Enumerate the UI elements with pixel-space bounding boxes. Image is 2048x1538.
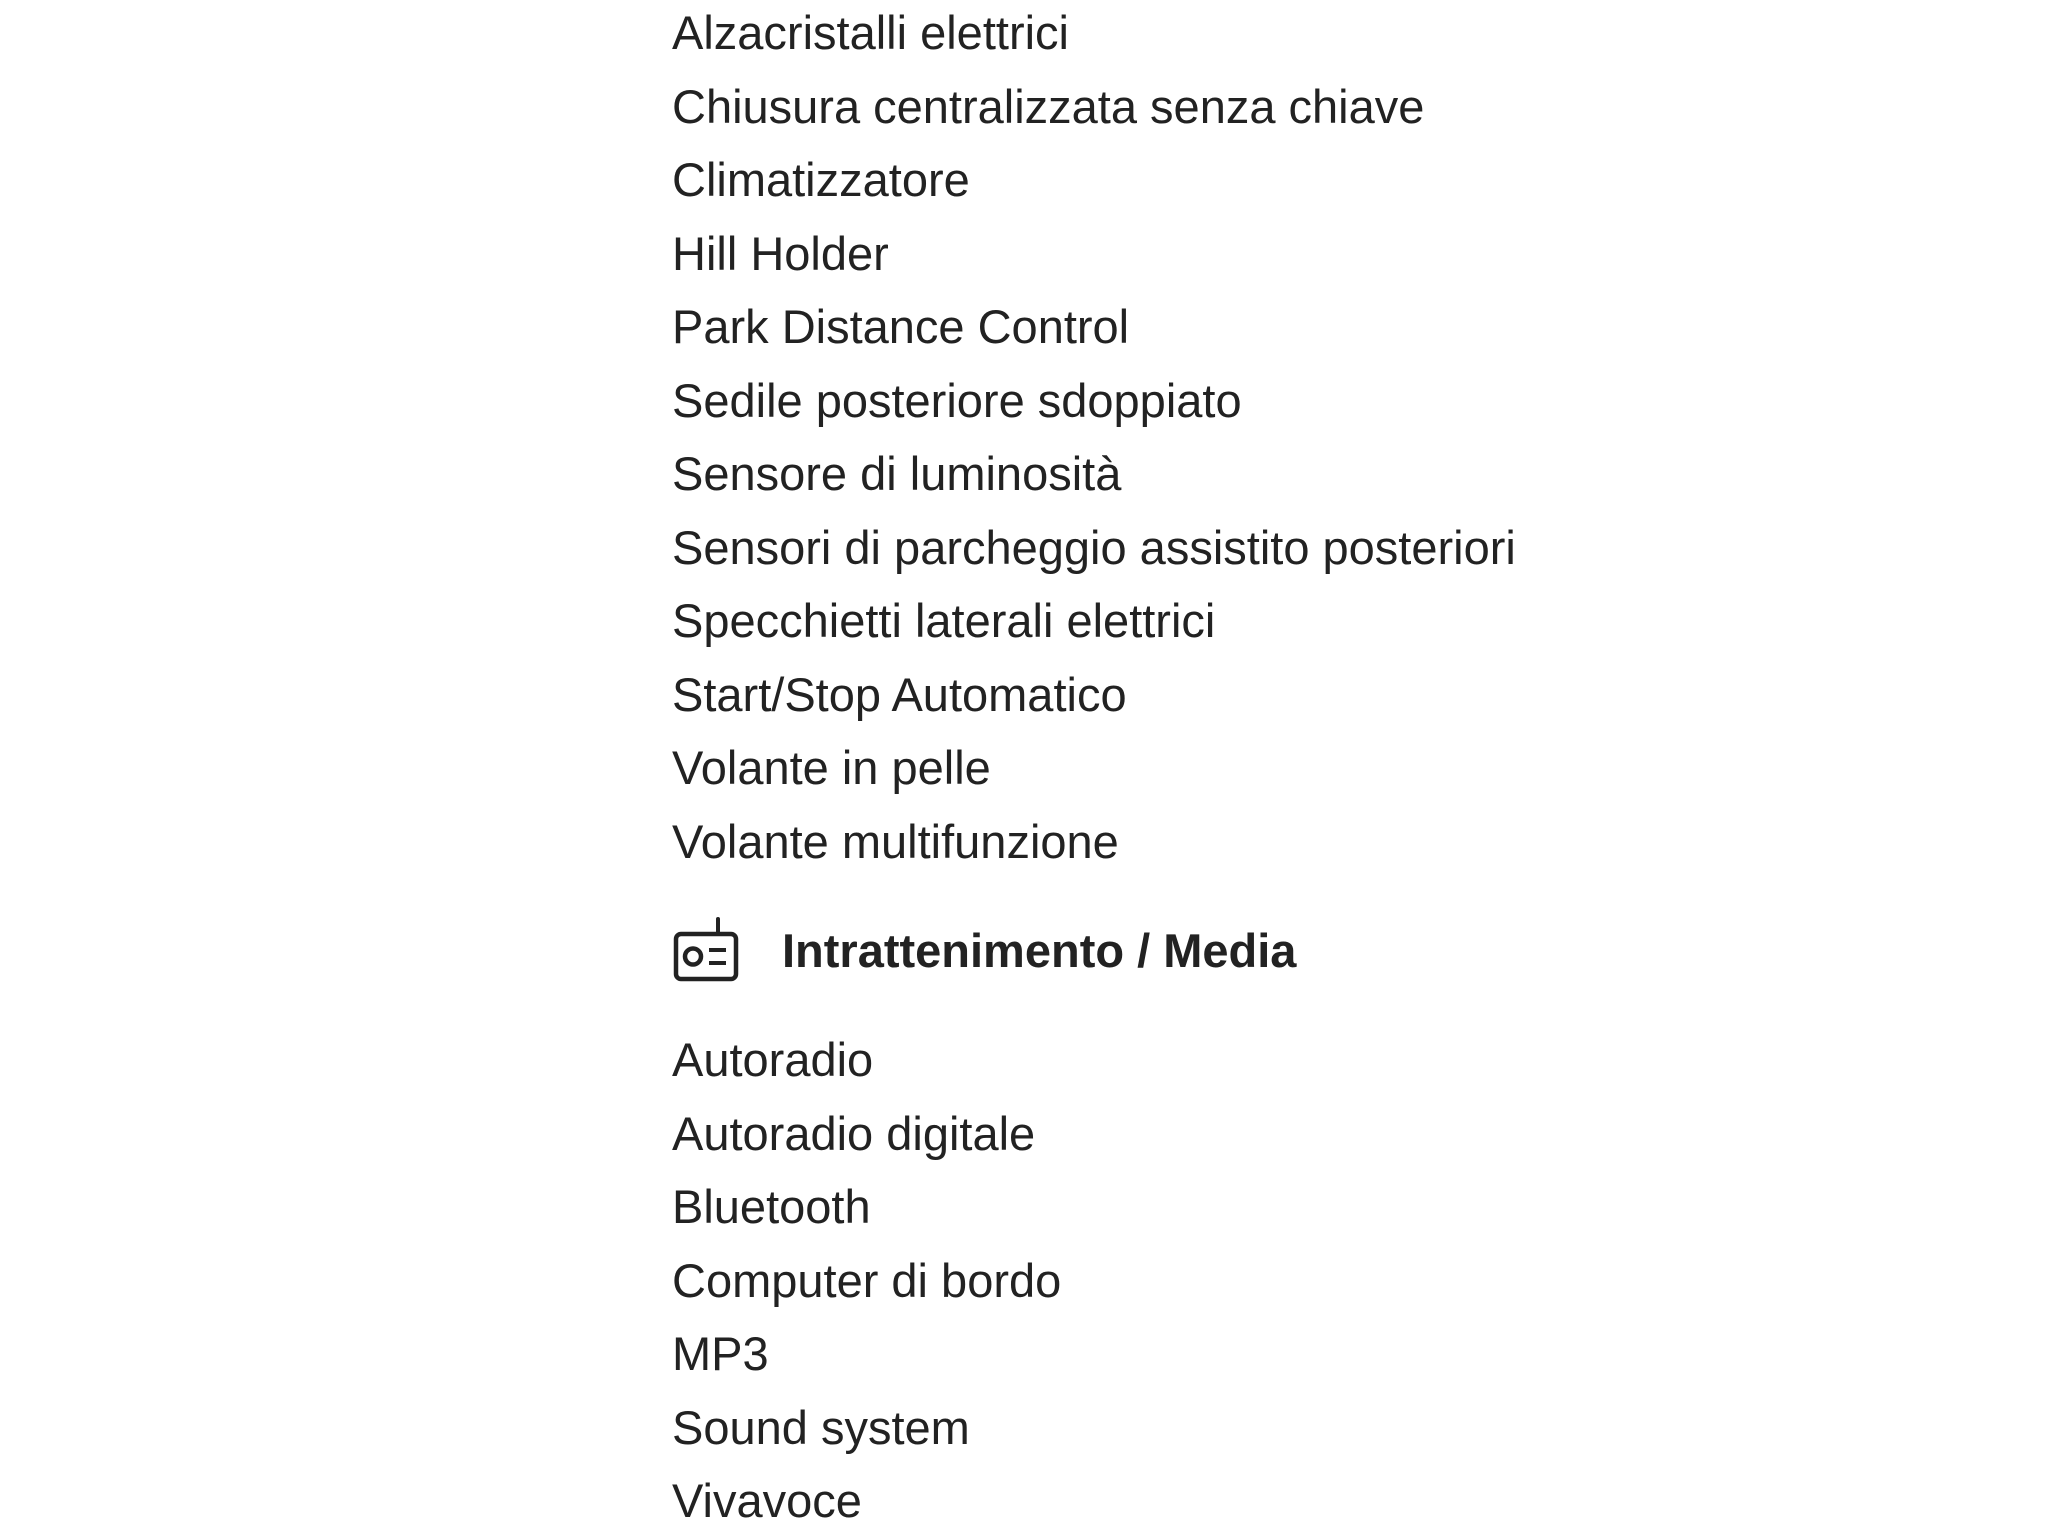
list-item: Chiusura centralizzata senza chiave xyxy=(672,79,1425,133)
list-item: MP3 xyxy=(672,1327,769,1381)
list-item: Hill Holder xyxy=(672,226,889,280)
media-feature-list xyxy=(672,1023,1061,1538)
list-item: Sound system xyxy=(672,1400,970,1454)
list-item: Start/Stop Automatico xyxy=(672,667,1127,721)
media-section-header xyxy=(672,910,1296,990)
list-item: Autoradio digitale xyxy=(672,1106,1036,1160)
list-item: Climatizzatore xyxy=(672,153,970,207)
radio-icon xyxy=(672,915,740,985)
list-item: Computer di bordo xyxy=(672,1253,1062,1307)
list-item: Park Distance Control xyxy=(672,300,1130,354)
list-item: Vivavoce xyxy=(672,1474,862,1528)
list-item: Bluetooth xyxy=(672,1180,871,1234)
list-item: Volante multifunzione xyxy=(672,814,1119,868)
list-item: Alzacristalli elettrici xyxy=(672,6,1069,60)
list-item: Autoradio xyxy=(672,1033,874,1087)
list-item: Volante in pelle xyxy=(672,741,991,795)
comfort-feature-list xyxy=(672,0,1516,878)
section-title: Intrattenimento / Media xyxy=(782,923,1297,977)
list-item: Sensore di luminosità xyxy=(672,447,1122,501)
list-item: Sensori di parcheggio assistito posteriori xyxy=(672,520,1516,574)
list-item: Specchietti laterali elettrici xyxy=(672,594,1216,648)
list-item: Sedile posteriore sdoppiato xyxy=(672,373,1242,427)
